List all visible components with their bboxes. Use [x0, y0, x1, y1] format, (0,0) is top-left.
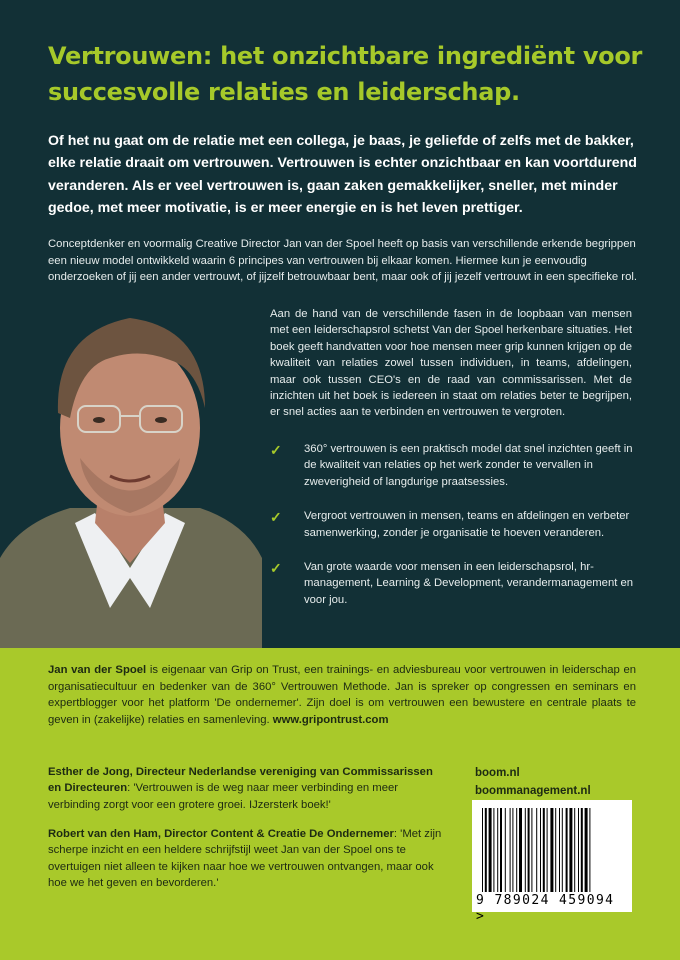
bullet-item [270, 559, 640, 608]
barcode-bar [485, 808, 487, 892]
book-title [48, 38, 648, 110]
check-icon: ✓ [270, 509, 282, 526]
lead-paragraph: Of het nu gaat om de relatie met een collega, je baas, je geliefde of zelfs met de bakker, elke relatie draait om vertrouwen. Vertrouwen is echter onzichtbaar en kan voortdurend veranderen. Als er veel vertrouwen is, gaan zaken gemakkelijker, sneller, met minder gedoe, met meer motivatie, is er meer energie en is het leven prettiger. [48, 133, 637, 216]
barcode-bar [543, 808, 545, 892]
portrait-illustration [0, 308, 262, 648]
quote-source: Esther de Jong, Directeur Nederlandse vereniging van Commissarissen en Directeuren [48, 766, 433, 795]
isbn-digits: 9 789024 459094 [476, 893, 615, 908]
barcode-bar [525, 808, 526, 892]
barcode-bar [497, 808, 498, 892]
eye-left [93, 417, 105, 423]
intro-paragraph: Conceptdenker en voormalig Creative Director Jan van der Spoel heeft op basis van verschillende erkende begrippen een nieuw model ontwikkeld waarin 6 principes van vertrouwen bij elkaar komen. Hiermee kun je eenvoudig onderzoeken of jij een ander vertrouwt, of jijzelf betrouwbaar bent, maar ook of jij jezelf vertrouwt in een specifieke rol. [48, 238, 637, 284]
barcode-bar [505, 808, 506, 892]
isbn-number [476, 893, 632, 925]
author-text: is eigenaar van Grip on Trust, een trainings- en adviesbureau voor vertrouwen in leiderschap en organisatiecultuur en bedenker van de 360° Vertrouwen Methode. Jan is spreker op congressen en seminars en expertblogger voor het platform 'De ondernemer'. Zijn doel is om vertrouwen een bewustere en centrale plaats te geven in (zakelijke) relaties en samenleving. [48, 664, 637, 726]
barcode-bar [581, 808, 583, 892]
barcode-bar [547, 808, 548, 892]
barcode-bar [531, 808, 532, 892]
quote-robert [48, 826, 448, 891]
barcode-bar [512, 808, 513, 892]
body-paragraph: Aan de hand van de verschillende fasen in de loopbaan van mensen met een leiderschapsrol schetst Van der Spoel herkenbare situaties. Het boek geeft handvatten voor hoe mensen meer grip kunnen krijgen op de kwaliteit van relaties zowel tussen individuen, in teams, afdelingen, maar ook tussen CEO's en de raad van commissarissen. Met de inzichten uit het boek is iedereen in staat om relaties beter te begrijpen, er snel acties aan te verbinden en vertrouwen te vergroten. [270, 308, 632, 419]
publisher-url-boommanagement: boommanagement.nl [475, 785, 591, 797]
bullet-text: Van grote waarde voor mensen in een leiderschapsrol, hr-management, Learning & Development, verandermanagement en voor jou. [304, 561, 634, 606]
check-icon: ✓ [270, 442, 282, 458]
barcode-bar [569, 808, 572, 892]
title-line-2: succesvolle relaties en leiderschap. [48, 78, 520, 106]
author-portrait [0, 308, 262, 648]
bullet-item [270, 508, 640, 541]
bullet-text: Vergroot vertrouwen in mensen, teams en afdelingen en verbeter samenwerking, zonder je organisatie te hoeven veranderen. [304, 510, 630, 539]
title-line-1: Vertrouwen: het onzichtbare ingrediënt voor [48, 42, 643, 70]
bullet-list [270, 441, 640, 626]
barcode-bar [482, 808, 483, 892]
barcode-bar [540, 808, 541, 892]
barcode-bar [550, 808, 553, 892]
barcode-bar [562, 808, 563, 892]
author-name: Jan van der Spoel [48, 664, 147, 676]
isbn-mark: > [476, 909, 486, 924]
check-icon: ✓ [270, 560, 282, 577]
quote-source: Robert van den Ham, Director Content & Creatie De Ondernemer [48, 828, 394, 840]
barcode-bar [578, 808, 579, 892]
bullet-item [270, 441, 640, 490]
barcode-bar [536, 808, 537, 892]
barcode-bar [489, 808, 492, 892]
barcode-bar [589, 808, 590, 892]
publisher-links [475, 764, 591, 800]
barcode-bar [574, 808, 575, 892]
barcode-bar [559, 808, 560, 892]
barcode-bar [566, 808, 568, 892]
quote-esther [48, 764, 448, 813]
bullet-text: 360° vertrouwen is een praktisch model dat snel inzichten geeft in de kwaliteit van relaties op het werk zonder te vervallen in zweverigheid of langdurige praatsessies. [304, 443, 633, 488]
barcode-bar [585, 808, 588, 892]
quote-text: : 'Vertrouwen is de weg naar meer verbinding en meer verbinding zorgt voor een grotere groei. IJzersterk boek!' [48, 782, 399, 811]
barcode-bar [510, 808, 511, 892]
eye-right [155, 417, 167, 423]
barcode-bar [555, 808, 556, 892]
publisher-url-boom: boom.nl [475, 767, 520, 779]
barcode-bar [519, 808, 522, 892]
author-bio [48, 662, 636, 728]
quote-text: : 'Met zijn scherpe inzicht en een heldere schrijfstijl weet Jan van der Spoel ons te overtuigen niet alleen te kijken naar hoe we vertrouwen ontvangen, maar ook hoe we het geven en bevorderen.' [48, 828, 442, 889]
barcode-bar [493, 808, 494, 892]
barcode-bar [500, 808, 502, 892]
barcode-bar [516, 808, 517, 892]
barcode-bar [528, 808, 530, 892]
author-url: www.gripontrust.com [272, 713, 389, 726]
